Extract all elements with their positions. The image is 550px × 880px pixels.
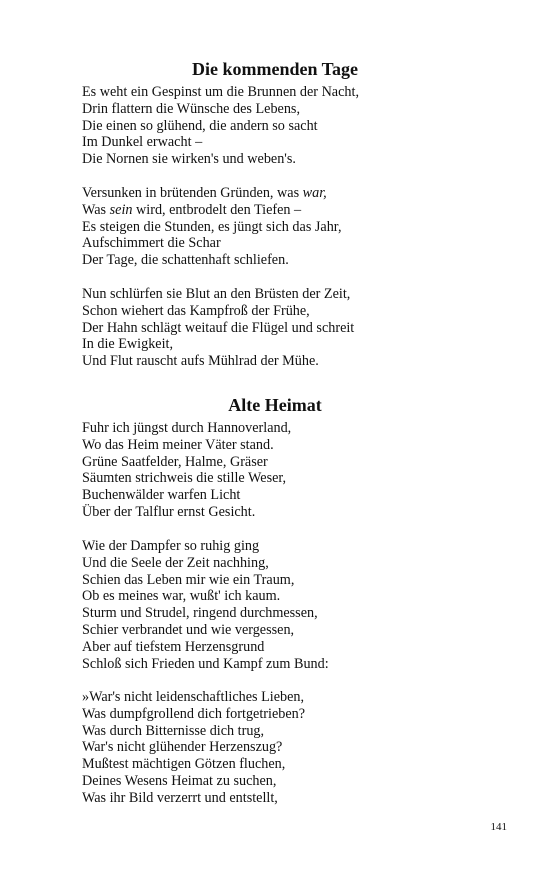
verse-line: Was durch Bitternisse dich trug, xyxy=(82,722,265,739)
verse-line: Über der Talflur ernst Gesicht. xyxy=(82,503,256,520)
verse-line: Aber auf tiefstem Herzensgrund xyxy=(82,638,265,655)
verse-line: Grüne Saatfelder, Halme, Gräser xyxy=(82,453,268,470)
page-number: 141 xyxy=(490,821,507,833)
stanza xyxy=(82,538,502,672)
stanza xyxy=(82,84,502,168)
verse-line: Ob es meines war, wußt' ich kaum. xyxy=(82,588,281,605)
stanza xyxy=(82,420,502,521)
verse-line: Der Tage, die schattenhaft schliefen. xyxy=(82,252,289,269)
verse-line: War's nicht glühender Herzenszug? xyxy=(82,739,283,756)
verse-line: Mußtest mächtigen Götzen fluchen, xyxy=(82,756,286,773)
verse-line: Im Dunkel erwacht – xyxy=(82,134,203,151)
verse-line: Und Flut rauscht aufs Mühlrad der Mühe. xyxy=(82,353,319,370)
verse-line: Was dumpfgrollend dich fortgetrieben? xyxy=(82,705,306,722)
poem-title: Alte Heimat xyxy=(228,395,322,415)
verse-line: Die einen so glühend, die andern so sacht xyxy=(82,117,318,134)
verse-line: Schloß sich Frieden und Kampf zum Bund: xyxy=(82,655,329,672)
verse-line: Nun schlürfen sie Blut an den Brüsten der Zeit, xyxy=(82,286,351,302)
verse-line: Schon wiehert das Kampfroß der Frühe, xyxy=(82,302,310,319)
verse-line: Wie der Dampfer so ruhig ging xyxy=(82,538,260,554)
verse-line: In die Ewigkeit, xyxy=(82,336,174,353)
verse-line: Der Hahn schlägt weitauf die Flügel und schreit xyxy=(82,319,355,336)
verse-line: Schier verbrandet und wie vergessen, xyxy=(82,621,295,638)
verse-line: Was ihr Bild verzerrt und entstellt, xyxy=(82,789,278,806)
verse-line: Säumten strichweis die stille Weser, xyxy=(82,470,287,487)
stanza xyxy=(82,689,502,807)
verse-line: Fuhr ich jüngst durch Hannoverland, xyxy=(82,420,292,436)
emphasis: war, xyxy=(302,185,327,201)
verse-line: Es steigen die Stunden, es jüngt sich das Jahr, xyxy=(82,218,342,235)
verse-line: Was sein wird, entbrodelt den Tiefen – xyxy=(82,201,302,218)
verse-line: Versunken in brütenden Gründen, was war, xyxy=(82,185,327,201)
verse-line: Deines Wesens Heimat zu suchen, xyxy=(82,772,277,789)
verse-line: Aufschimmert die Schar xyxy=(82,235,221,252)
verse-line: Die Nornen sie wirken's und weben's. xyxy=(82,151,296,168)
verse-line: Und die Seele der Zeit nachhing, xyxy=(82,554,269,571)
stanza xyxy=(82,185,502,269)
verse-line: Buchenwälder warfen Licht xyxy=(82,487,241,504)
poem-title: Die kommenden Tage xyxy=(191,59,359,79)
stanza xyxy=(82,286,502,370)
verse-line: Sturm und Strudel, ringend durchmessen, xyxy=(82,605,318,622)
verse-line: Drin flattern die Wünsche des Lebens, xyxy=(82,100,300,117)
verse-line: Wo das Heim meiner Väter stand. xyxy=(82,436,274,453)
verse-line: »War's nicht leidenschaftliches Lieben, xyxy=(82,689,305,705)
verse-line: Schien das Leben mir wie ein Traum, xyxy=(82,571,295,588)
emphasis: sein xyxy=(109,201,133,218)
verse-line: Es weht ein Gespinst um die Brunnen der Nacht, xyxy=(82,84,359,100)
